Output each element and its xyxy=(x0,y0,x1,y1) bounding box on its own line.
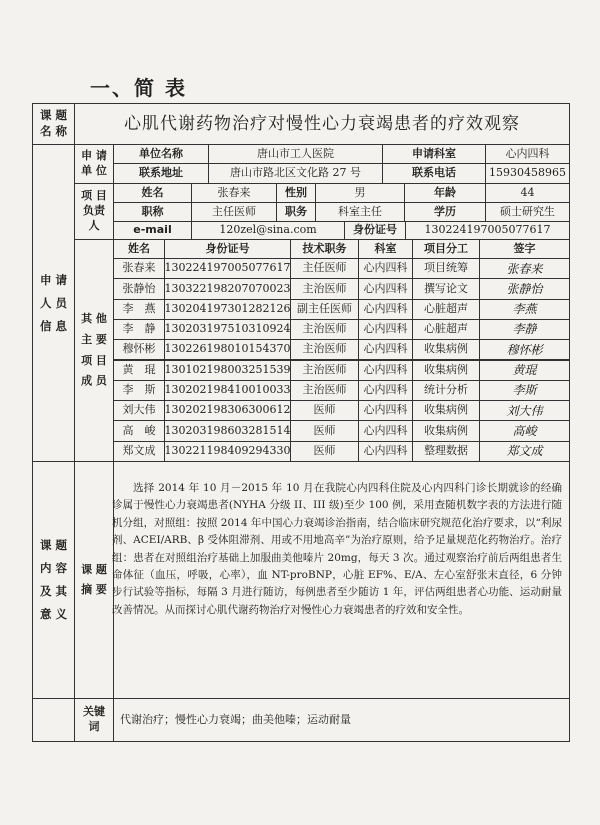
address-label: 联系地址 xyxy=(113,163,209,184)
members-header-id: 身份证号 xyxy=(164,239,291,259)
member-name: 穆怀彬 xyxy=(113,339,165,360)
leader-edu: 硕士研究生 xyxy=(485,202,570,222)
member-title: 副主任医师 xyxy=(290,299,359,320)
member-name: 郑文成 xyxy=(113,441,165,462)
member-id: 130322198207070023 xyxy=(164,278,291,299)
member-role: 收集病例 xyxy=(412,420,480,441)
member-title: 主治医师 xyxy=(290,319,359,340)
members-header-sig: 签字 xyxy=(479,239,570,259)
member-role: 收集病例 xyxy=(412,400,480,421)
member-title: 主治医师 xyxy=(290,380,359,401)
member-role: 收集病例 xyxy=(412,360,480,381)
leader-id-label: 身份证号 xyxy=(344,221,406,240)
member-id: 130202198306300612 xyxy=(164,400,291,421)
members-header-dept: 科室 xyxy=(358,239,413,259)
member-id: 130221198409294330 xyxy=(164,441,291,462)
member-id: 130203198603281514 xyxy=(164,420,291,441)
member-id: 130226198010154370 xyxy=(164,339,291,360)
section-heading: 一、简 表 xyxy=(90,76,187,100)
member-title: 主任医师 xyxy=(290,258,359,279)
member-name: 李 静 xyxy=(113,319,165,340)
member-dept: 心内四科 xyxy=(358,360,413,381)
applicants-label: 申 请 人 员 信 息 xyxy=(32,144,75,462)
member-signature: 郑文成 xyxy=(479,441,570,462)
member-dept: 心内四科 xyxy=(358,258,413,279)
member-title: 医师 xyxy=(290,400,359,421)
member-title: 主治医师 xyxy=(290,278,359,299)
members-header-role: 项目分工 xyxy=(412,239,480,259)
member-signature: 穆怀彬 xyxy=(479,339,570,360)
member-name: 李 燕 xyxy=(113,299,165,320)
leader-id: 130224197005077617 xyxy=(405,221,570,240)
dept-label: 申请科室 xyxy=(382,144,486,164)
member-title: 主治医师 xyxy=(290,339,359,360)
member-role: 项目统筹 xyxy=(412,258,480,279)
leader-title-label: 职称 xyxy=(113,202,192,222)
member-role: 撰写论文 xyxy=(412,278,480,299)
leader-gender: 男 xyxy=(315,183,405,203)
leader-email: 120zel@sina.com xyxy=(191,221,345,240)
member-dept: 心内四科 xyxy=(358,400,413,421)
phone-value: 15930458965 xyxy=(485,163,570,184)
phone-label: 联系电话 xyxy=(382,163,486,184)
member-signature: 黄琨 xyxy=(479,360,570,381)
keywords-label: 关键 词 xyxy=(74,698,114,742)
member-id: 130203197510310924 xyxy=(164,319,291,340)
leader-email-label: e-mail xyxy=(113,221,192,240)
leader-name: 张春来 xyxy=(191,183,277,203)
member-id: 130102198003251539 xyxy=(164,360,291,381)
topic-value: 心肌代谢药物治疗对慢性心力衰竭患者的疗效观察 xyxy=(74,103,570,145)
members-header-name: 姓名 xyxy=(113,239,165,259)
member-name: 张春来 xyxy=(113,258,165,279)
member-title: 主治医师 xyxy=(290,360,359,381)
abstract-label: 课 题 摘 要 xyxy=(74,461,114,699)
member-name: 李 斯 xyxy=(113,380,165,401)
member-signature: 李燕 xyxy=(479,299,570,320)
member-signature: 李斯 xyxy=(479,380,570,401)
members-header-title: 技术职务 xyxy=(290,239,359,259)
leader-position-label: 职务 xyxy=(276,202,316,222)
content-label: 课 题 内 容 及 其 意 义 xyxy=(32,461,75,699)
member-name: 刘大伟 xyxy=(113,400,165,421)
member-dept: 心内四科 xyxy=(358,380,413,401)
member-role: 心脏超声 xyxy=(412,319,480,340)
leader-edu-label: 学历 xyxy=(404,202,486,222)
member-signature: 刘大伟 xyxy=(479,400,570,421)
unit-label: 申 请 单 位 xyxy=(74,144,114,184)
leader-age-label: 年龄 xyxy=(404,183,486,203)
member-name: 张静怡 xyxy=(113,278,165,299)
unit-name-label: 单位名称 xyxy=(113,144,209,164)
member-dept: 心内四科 xyxy=(358,319,413,340)
unit-name: 唐山市工人医院 xyxy=(208,144,383,164)
leader-position: 科室主任 xyxy=(315,202,405,222)
leader-label: 项 目 负责 人 xyxy=(74,183,114,240)
member-role: 整理数据 xyxy=(412,441,480,462)
member-title: 医师 xyxy=(290,420,359,441)
keywords-value: 代谢治疗；慢性心力衰竭；曲美他嗪；运动耐量 xyxy=(113,698,570,742)
topic-label: 课 题 名 称 xyxy=(32,103,75,145)
member-signature: 张春来 xyxy=(479,258,570,279)
leader-name-label: 姓名 xyxy=(113,183,192,203)
member-title: 医师 xyxy=(290,441,359,462)
keywords-spacer xyxy=(32,698,75,742)
member-dept: 心内四科 xyxy=(358,441,413,462)
member-role: 统计分析 xyxy=(412,380,480,401)
dept-value: 心内四科 xyxy=(485,144,570,164)
member-name: 高 峻 xyxy=(113,420,165,441)
member-name: 黄 琨 xyxy=(113,360,165,381)
leader-title: 主任医师 xyxy=(191,202,277,222)
address-value: 唐山市路北区文化路 27 号 xyxy=(208,163,383,184)
leader-gender-label: 性别 xyxy=(276,183,316,203)
member-dept: 心内四科 xyxy=(358,339,413,360)
member-dept: 心内四科 xyxy=(358,420,413,441)
member-role: 心脏超声 xyxy=(412,299,480,320)
member-signature: 李静 xyxy=(479,319,570,340)
member-role: 收集病例 xyxy=(412,339,480,360)
member-signature: 高峻 xyxy=(479,420,570,441)
member-id: 130224197005077617 xyxy=(164,258,291,279)
member-id: 130204197301282126 xyxy=(164,299,291,320)
members-label: 其 他 主 要 项 目 成 员 xyxy=(74,239,114,462)
member-signature: 张静怡 xyxy=(479,278,570,299)
leader-age: 44 xyxy=(485,183,570,203)
member-dept: 心内四科 xyxy=(358,278,413,299)
member-dept: 心内四科 xyxy=(358,299,413,320)
member-id: 130202198410010033 xyxy=(164,380,291,401)
abstract-text: 选择 2014 年 10 月－2015 年 10 月在我院心内四科住院及心内四科门诊长期就诊的经确诊属于慢性心力衰竭患者(NYHA 分级 II、III 级)至少 100 例，采用查随机数字表的方法进行随机分组，对照组：按照 2014 年中国心力衰竭诊治指南，结合临床研究规范化治疗要求，以“利尿剂、ACEI/ARB、β 受体阻滞剂、用或不用地高辛”为治疗原则，给予足量规范化药物治疗。治疗组：患者在对照组治疗基础上加服曲美他嗪片 20mg，每天 3 次。通过观察治疗前后两组患者生命体征（血压，呼吸，心率），血 NT-proBNP，心脏 EF%、E/A、左心室舒张末直径，6 分钟步行试验等指标，每隔 3 月进行随访，每例患者至少随访 1 年，评估两组患者心功能、运动耐量改善情况。从而探讨心肌代谢药物治疗对慢性心力衰竭患者的疗效和安全性。 xyxy=(112,482,562,616)
